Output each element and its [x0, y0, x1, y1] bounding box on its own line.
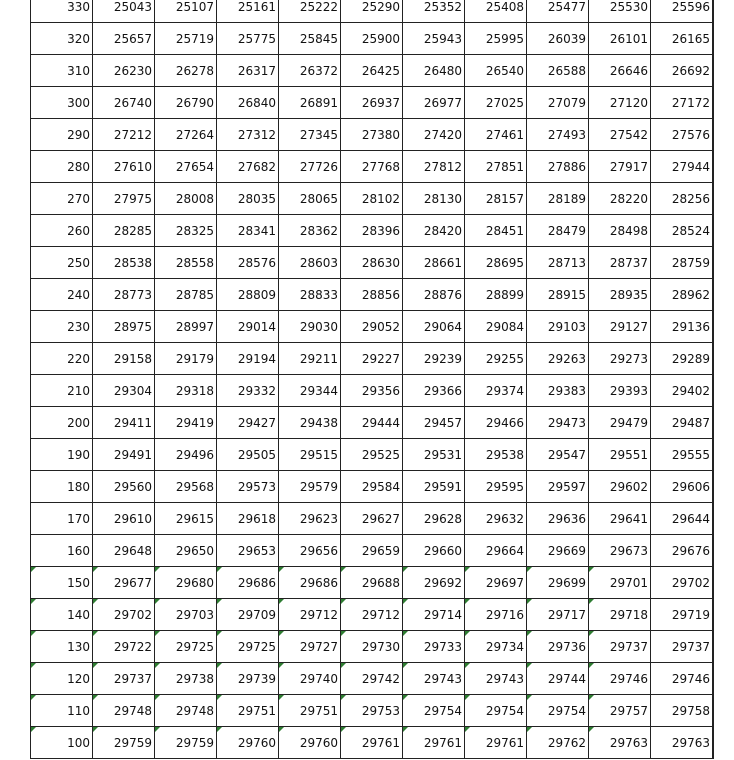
value-cell[interactable]: 28220 — [589, 183, 651, 215]
value-cell[interactable]: 25107 — [155, 0, 217, 23]
value-cell[interactable]: 27576 — [651, 119, 714, 151]
score-cell[interactable]: 160 — [31, 535, 93, 567]
value-cell[interactable]: 26372 — [279, 55, 341, 87]
value-cell[interactable]: 29179 — [155, 343, 217, 375]
value-cell[interactable]: 29374 — [465, 375, 527, 407]
rank-table — [30, 0, 714, 759]
table-row — [31, 87, 714, 119]
score-cell[interactable]: 190 — [31, 439, 93, 471]
value-cell[interactable]: 29030 — [279, 311, 341, 343]
value-cell[interactable]: 29754 — [527, 695, 589, 727]
value-cell[interactable]: 29757 — [589, 695, 651, 727]
value-cell[interactable]: 28785 — [155, 279, 217, 311]
value-cell[interactable]: 28008 — [155, 183, 217, 215]
value-cell[interactable]: 27610 — [93, 151, 155, 183]
score-cell[interactable]: 130 — [31, 631, 93, 663]
value-cell[interactable]: 29737 — [93, 663, 155, 695]
value-cell[interactable]: 29547 — [527, 439, 589, 471]
value-cell[interactable]: 28558 — [155, 247, 217, 279]
value-cell[interactable]: 29697 — [465, 567, 527, 599]
value-cell[interactable]: 29761 — [465, 727, 527, 759]
value-cell[interactable]: 27682 — [217, 151, 279, 183]
value-cell[interactable]: 29751 — [279, 695, 341, 727]
value-cell[interactable]: 28325 — [155, 215, 217, 247]
value-cell[interactable]: 27851 — [465, 151, 527, 183]
value-cell[interactable]: 29725 — [155, 631, 217, 663]
value-cell[interactable]: 29759 — [155, 727, 217, 759]
value-cell[interactable]: 25775 — [217, 23, 279, 55]
value-cell[interactable]: 29393 — [589, 375, 651, 407]
value-cell[interactable]: 29648 — [93, 535, 155, 567]
table-row — [31, 503, 714, 535]
table-row — [31, 567, 714, 599]
value-cell[interactable]: 29714 — [403, 599, 465, 631]
value-cell[interactable]: 27380 — [341, 119, 403, 151]
value-cell[interactable]: 28695 — [465, 247, 527, 279]
value-cell[interactable]: 29632 — [465, 503, 527, 535]
value-cell[interactable]: 29734 — [465, 631, 527, 663]
table-row — [31, 375, 714, 407]
table-row — [31, 439, 714, 471]
value-cell[interactable]: 29727 — [279, 631, 341, 663]
value-cell[interactable]: 29702 — [651, 567, 714, 599]
value-cell[interactable]: 29760 — [217, 727, 279, 759]
value-cell[interactable]: 29457 — [403, 407, 465, 439]
score-cell[interactable]: 230 — [31, 311, 93, 343]
value-cell[interactable]: 25943 — [403, 23, 465, 55]
value-cell[interactable]: 28102 — [341, 183, 403, 215]
value-cell[interactable]: 27542 — [589, 119, 651, 151]
value-cell[interactable]: 27079 — [527, 87, 589, 119]
value-cell[interactable]: 27420 — [403, 119, 465, 151]
value-cell[interactable]: 26790 — [155, 87, 217, 119]
value-cell[interactable]: 29760 — [279, 727, 341, 759]
value-cell[interactable]: 29736 — [527, 631, 589, 663]
value-cell[interactable]: 29763 — [589, 727, 651, 759]
value-cell[interactable]: 29636 — [527, 503, 589, 535]
value-cell[interactable]: 29746 — [651, 663, 714, 695]
table-row — [31, 183, 714, 215]
score-cell[interactable]: 280 — [31, 151, 93, 183]
value-cell[interactable]: 29688 — [341, 567, 403, 599]
value-cell[interactable]: 29744 — [527, 663, 589, 695]
value-cell[interactable]: 28856 — [341, 279, 403, 311]
score-cell[interactable]: 180 — [31, 471, 93, 503]
value-cell[interactable]: 29761 — [341, 727, 403, 759]
value-cell[interactable]: 29719 — [651, 599, 714, 631]
value-cell[interactable]: 29560 — [93, 471, 155, 503]
value-cell[interactable]: 25845 — [279, 23, 341, 55]
value-cell[interactable]: 28285 — [93, 215, 155, 247]
value-cell[interactable]: 29758 — [651, 695, 714, 727]
value-cell[interactable]: 27312 — [217, 119, 279, 151]
value-cell[interactable]: 29712 — [279, 599, 341, 631]
value-cell[interactable]: 27726 — [279, 151, 341, 183]
value-cell[interactable]: 29737 — [651, 631, 714, 663]
value-cell[interactable]: 29742 — [341, 663, 403, 695]
value-cell[interactable]: 27768 — [341, 151, 403, 183]
value-cell[interactable]: 29473 — [527, 407, 589, 439]
value-cell[interactable]: 29555 — [651, 439, 714, 471]
value-cell[interactable]: 29551 — [589, 439, 651, 471]
value-cell[interactable]: 29762 — [527, 727, 589, 759]
table-row — [31, 727, 714, 759]
value-cell[interactable]: 28256 — [651, 183, 714, 215]
value-cell[interactable]: 29686 — [217, 567, 279, 599]
value-cell[interactable]: 29751 — [217, 695, 279, 727]
value-cell[interactable]: 28759 — [651, 247, 714, 279]
value-cell[interactable]: 28997 — [155, 311, 217, 343]
value-cell[interactable]: 28975 — [93, 311, 155, 343]
value-cell[interactable]: 27886 — [527, 151, 589, 183]
value-cell[interactable]: 29505 — [217, 439, 279, 471]
value-cell[interactable]: 28451 — [465, 215, 527, 247]
score-cell[interactable]: 300 — [31, 87, 93, 119]
value-cell[interactable]: 29263 — [527, 343, 589, 375]
value-cell[interactable]: 28713 — [527, 247, 589, 279]
value-cell[interactable]: 29318 — [155, 375, 217, 407]
value-cell[interactable]: 28809 — [217, 279, 279, 311]
value-cell[interactable]: 29383 — [527, 375, 589, 407]
value-cell[interactable]: 29725 — [217, 631, 279, 663]
value-cell[interactable]: 26165 — [651, 23, 714, 55]
value-cell[interactable]: 29515 — [279, 439, 341, 471]
value-cell[interactable]: 27264 — [155, 119, 217, 151]
value-cell[interactable]: 29239 — [403, 343, 465, 375]
value-cell[interactable]: 28065 — [279, 183, 341, 215]
value-cell[interactable]: 29602 — [589, 471, 651, 503]
value-cell[interactable]: 29618 — [217, 503, 279, 535]
value-cell[interactable]: 29064 — [403, 311, 465, 343]
value-cell[interactable]: 29743 — [403, 663, 465, 695]
value-cell[interactable]: 29677 — [93, 567, 155, 599]
value-cell[interactable]: 25477 — [527, 0, 589, 23]
value-cell[interactable]: 28035 — [217, 183, 279, 215]
value-cell[interactable]: 27917 — [589, 151, 651, 183]
value-cell[interactable]: 29718 — [589, 599, 651, 631]
score-cell[interactable]: 170 — [31, 503, 93, 535]
value-cell[interactable]: 28189 — [527, 183, 589, 215]
value-cell[interactable]: 29628 — [403, 503, 465, 535]
value-cell[interactable]: 28157 — [465, 183, 527, 215]
table-row — [31, 471, 714, 503]
value-cell[interactable]: 26425 — [341, 55, 403, 87]
value-cell[interactable]: 28396 — [341, 215, 403, 247]
value-cell[interactable]: 29686 — [279, 567, 341, 599]
table-row — [31, 279, 714, 311]
value-cell[interactable]: 25657 — [93, 23, 155, 55]
value-cell[interactable]: 29531 — [403, 439, 465, 471]
value-cell[interactable]: 29438 — [279, 407, 341, 439]
value-cell[interactable]: 29419 — [155, 407, 217, 439]
value-cell[interactable]: 29676 — [651, 535, 714, 567]
value-cell[interactable]: 29664 — [465, 535, 527, 567]
value-cell[interactable]: 29716 — [465, 599, 527, 631]
value-cell[interactable]: 28962 — [651, 279, 714, 311]
score-cell[interactable]: 110 — [31, 695, 93, 727]
value-cell[interactable]: 29538 — [465, 439, 527, 471]
value-cell[interactable]: 29730 — [341, 631, 403, 663]
table-row — [31, 599, 714, 631]
value-cell[interactable]: 26740 — [93, 87, 155, 119]
value-cell[interactable]: 25043 — [93, 0, 155, 23]
value-cell[interactable]: 28773 — [93, 279, 155, 311]
table-row — [31, 151, 714, 183]
value-cell[interactable]: 29610 — [93, 503, 155, 535]
value-cell[interactable]: 29660 — [403, 535, 465, 567]
value-cell[interactable]: 26891 — [279, 87, 341, 119]
value-cell[interactable]: 29712 — [341, 599, 403, 631]
value-cell[interactable]: 27654 — [155, 151, 217, 183]
value-cell[interactable]: 29669 — [527, 535, 589, 567]
value-cell[interactable]: 29136 — [651, 311, 714, 343]
value-cell[interactable]: 29615 — [155, 503, 217, 535]
value-cell[interactable]: 29366 — [403, 375, 465, 407]
value-cell[interactable]: 28362 — [279, 215, 341, 247]
score-cell[interactable]: 120 — [31, 663, 93, 695]
value-cell[interactable]: 29717 — [527, 599, 589, 631]
table-row — [31, 311, 714, 343]
value-cell[interactable]: 29746 — [589, 663, 651, 695]
value-cell[interactable]: 29759 — [93, 727, 155, 759]
value-cell[interactable]: 29579 — [279, 471, 341, 503]
value-cell[interactable]: 28538 — [93, 247, 155, 279]
value-cell[interactable]: 29743 — [465, 663, 527, 695]
score-cell[interactable]: 220 — [31, 343, 93, 375]
value-cell[interactable]: 28420 — [403, 215, 465, 247]
value-cell[interactable]: 29491 — [93, 439, 155, 471]
value-cell[interactable]: 27975 — [93, 183, 155, 215]
value-cell[interactable]: 29194 — [217, 343, 279, 375]
value-cell[interactable]: 29304 — [93, 375, 155, 407]
value-cell[interactable]: 26840 — [217, 87, 279, 119]
value-cell[interactable]: 28737 — [589, 247, 651, 279]
value-cell[interactable]: 29656 — [279, 535, 341, 567]
value-cell[interactable]: 27025 — [465, 87, 527, 119]
value-cell[interactable]: 28479 — [527, 215, 589, 247]
score-cell[interactable]: 140 — [31, 599, 93, 631]
value-cell[interactable]: 26317 — [217, 55, 279, 87]
value-cell[interactable]: 29427 — [217, 407, 279, 439]
value-cell[interactable]: 29703 — [155, 599, 217, 631]
value-cell[interactable]: 29606 — [651, 471, 714, 503]
value-cell[interactable]: 26101 — [589, 23, 651, 55]
value-cell[interactable]: 29692 — [403, 567, 465, 599]
value-cell[interactable]: 26039 — [527, 23, 589, 55]
table-row — [31, 343, 714, 375]
score-cell[interactable]: 290 — [31, 119, 93, 151]
score-cell[interactable]: 320 — [31, 23, 93, 55]
value-cell[interactable]: 29573 — [217, 471, 279, 503]
table-row — [31, 55, 714, 87]
value-cell[interactable]: 29568 — [155, 471, 217, 503]
value-cell[interactable]: 28130 — [403, 183, 465, 215]
value-cell[interactable]: 25408 — [465, 0, 527, 23]
value-cell[interactable]: 29014 — [217, 311, 279, 343]
value-cell[interactable]: 29739 — [217, 663, 279, 695]
score-cell[interactable]: 210 — [31, 375, 93, 407]
value-cell[interactable]: 26230 — [93, 55, 155, 87]
value-cell[interactable]: 29644 — [651, 503, 714, 535]
score-cell[interactable]: 100 — [31, 727, 93, 759]
table-row — [31, 247, 714, 279]
value-cell[interactable]: 27461 — [465, 119, 527, 151]
value-cell[interactable]: 29289 — [651, 343, 714, 375]
value-cell[interactable]: 26977 — [403, 87, 465, 119]
value-cell[interactable]: 27944 — [651, 151, 714, 183]
table-row — [31, 119, 714, 151]
value-cell[interactable]: 29227 — [341, 343, 403, 375]
value-cell[interactable]: 28576 — [217, 247, 279, 279]
value-cell[interactable]: 28498 — [589, 215, 651, 247]
value-cell[interactable]: 29754 — [403, 695, 465, 727]
value-cell[interactable]: 29496 — [155, 439, 217, 471]
value-cell[interactable]: 29411 — [93, 407, 155, 439]
value-cell[interactable]: 29211 — [279, 343, 341, 375]
value-cell[interactable]: 26937 — [341, 87, 403, 119]
score-cell[interactable]: 270 — [31, 183, 93, 215]
value-cell[interactable]: 28630 — [341, 247, 403, 279]
value-cell[interactable]: 29591 — [403, 471, 465, 503]
value-cell[interactable]: 29754 — [465, 695, 527, 727]
value-cell[interactable]: 29158 — [93, 343, 155, 375]
value-cell[interactable]: 28915 — [527, 279, 589, 311]
value-cell[interactable]: 29332 — [217, 375, 279, 407]
value-cell[interactable]: 28341 — [217, 215, 279, 247]
value-cell[interactable]: 25719 — [155, 23, 217, 55]
value-cell[interactable]: 29761 — [403, 727, 465, 759]
value-cell[interactable]: 28524 — [651, 215, 714, 247]
value-cell[interactable]: 29623 — [279, 503, 341, 535]
value-cell[interactable]: 29701 — [589, 567, 651, 599]
score-cell[interactable]: 240 — [31, 279, 93, 311]
value-cell[interactable]: 29641 — [589, 503, 651, 535]
value-cell[interactable]: 29444 — [341, 407, 403, 439]
value-cell[interactable]: 28899 — [465, 279, 527, 311]
table-row — [31, 663, 714, 695]
value-cell[interactable]: 25222 — [279, 0, 341, 23]
value-cell[interactable]: 26588 — [527, 55, 589, 87]
value-cell[interactable]: 28661 — [403, 247, 465, 279]
value-cell[interactable]: 29709 — [217, 599, 279, 631]
value-cell[interactable]: 25290 — [341, 0, 403, 23]
value-cell[interactable]: 25530 — [589, 0, 651, 23]
score-cell[interactable]: 250 — [31, 247, 93, 279]
value-cell[interactable]: 27812 — [403, 151, 465, 183]
value-cell[interactable]: 29737 — [589, 631, 651, 663]
value-cell[interactable]: 29659 — [341, 535, 403, 567]
value-cell[interactable]: 29680 — [155, 567, 217, 599]
value-cell[interactable]: 29748 — [93, 695, 155, 727]
table-row — [31, 23, 714, 55]
rank-table-body — [31, 0, 714, 759]
value-cell[interactable]: 27120 — [589, 87, 651, 119]
value-cell[interactable]: 29738 — [155, 663, 217, 695]
value-cell[interactable]: 25900 — [341, 23, 403, 55]
score-cell[interactable]: 200 — [31, 407, 93, 439]
value-cell[interactable]: 26278 — [155, 55, 217, 87]
value-cell[interactable]: 29584 — [341, 471, 403, 503]
value-cell[interactable]: 29402 — [651, 375, 714, 407]
value-cell[interactable]: 29740 — [279, 663, 341, 695]
value-cell[interactable]: 29699 — [527, 567, 589, 599]
value-cell[interactable]: 25161 — [217, 0, 279, 23]
value-cell[interactable]: 28876 — [403, 279, 465, 311]
value-cell[interactable]: 25995 — [465, 23, 527, 55]
value-cell[interactable]: 26692 — [651, 55, 714, 87]
value-cell[interactable]: 29479 — [589, 407, 651, 439]
value-cell[interactable]: 29273 — [589, 343, 651, 375]
value-cell[interactable]: 27345 — [279, 119, 341, 151]
table-row — [31, 535, 714, 567]
value-cell[interactable]: 29084 — [465, 311, 527, 343]
value-cell[interactable]: 29733 — [403, 631, 465, 663]
value-cell[interactable]: 29673 — [589, 535, 651, 567]
value-cell[interactable]: 29255 — [465, 343, 527, 375]
value-cell[interactable]: 27212 — [93, 119, 155, 151]
value-cell[interactable]: 29748 — [155, 695, 217, 727]
table-row — [31, 0, 714, 23]
value-cell[interactable]: 28935 — [589, 279, 651, 311]
value-cell[interactable]: 29763 — [651, 727, 714, 759]
value-cell[interactable]: 28603 — [279, 247, 341, 279]
value-cell[interactable]: 25596 — [651, 0, 714, 23]
value-cell[interactable]: 29487 — [651, 407, 714, 439]
value-cell[interactable]: 28833 — [279, 279, 341, 311]
value-cell[interactable]: 29722 — [93, 631, 155, 663]
score-cell[interactable]: 310 — [31, 55, 93, 87]
value-cell[interactable]: 29597 — [527, 471, 589, 503]
table-row — [31, 215, 714, 247]
value-cell[interactable]: 29650 — [155, 535, 217, 567]
value-cell[interactable]: 29344 — [279, 375, 341, 407]
value-cell[interactable]: 29702 — [93, 599, 155, 631]
value-cell[interactable]: 29653 — [217, 535, 279, 567]
score-cell[interactable]: 260 — [31, 215, 93, 247]
value-cell[interactable]: 29525 — [341, 439, 403, 471]
value-cell[interactable]: 27172 — [651, 87, 714, 119]
value-cell[interactable]: 29627 — [341, 503, 403, 535]
value-cell[interactable]: 25352 — [403, 0, 465, 23]
score-cell[interactable]: 330 — [31, 0, 93, 23]
value-cell[interactable]: 26540 — [465, 55, 527, 87]
value-cell[interactable]: 26646 — [589, 55, 651, 87]
value-cell[interactable]: 29356 — [341, 375, 403, 407]
value-cell[interactable]: 26480 — [403, 55, 465, 87]
value-cell[interactable]: 29127 — [589, 311, 651, 343]
value-cell[interactable]: 29103 — [527, 311, 589, 343]
table-row — [31, 695, 714, 727]
score-cell[interactable]: 150 — [31, 567, 93, 599]
value-cell[interactable]: 29052 — [341, 311, 403, 343]
value-cell[interactable]: 29595 — [465, 471, 527, 503]
table-row — [31, 631, 714, 663]
table-row — [31, 407, 714, 439]
value-cell[interactable]: 29466 — [465, 407, 527, 439]
value-cell[interactable]: 27493 — [527, 119, 589, 151]
value-cell[interactable]: 29753 — [341, 695, 403, 727]
